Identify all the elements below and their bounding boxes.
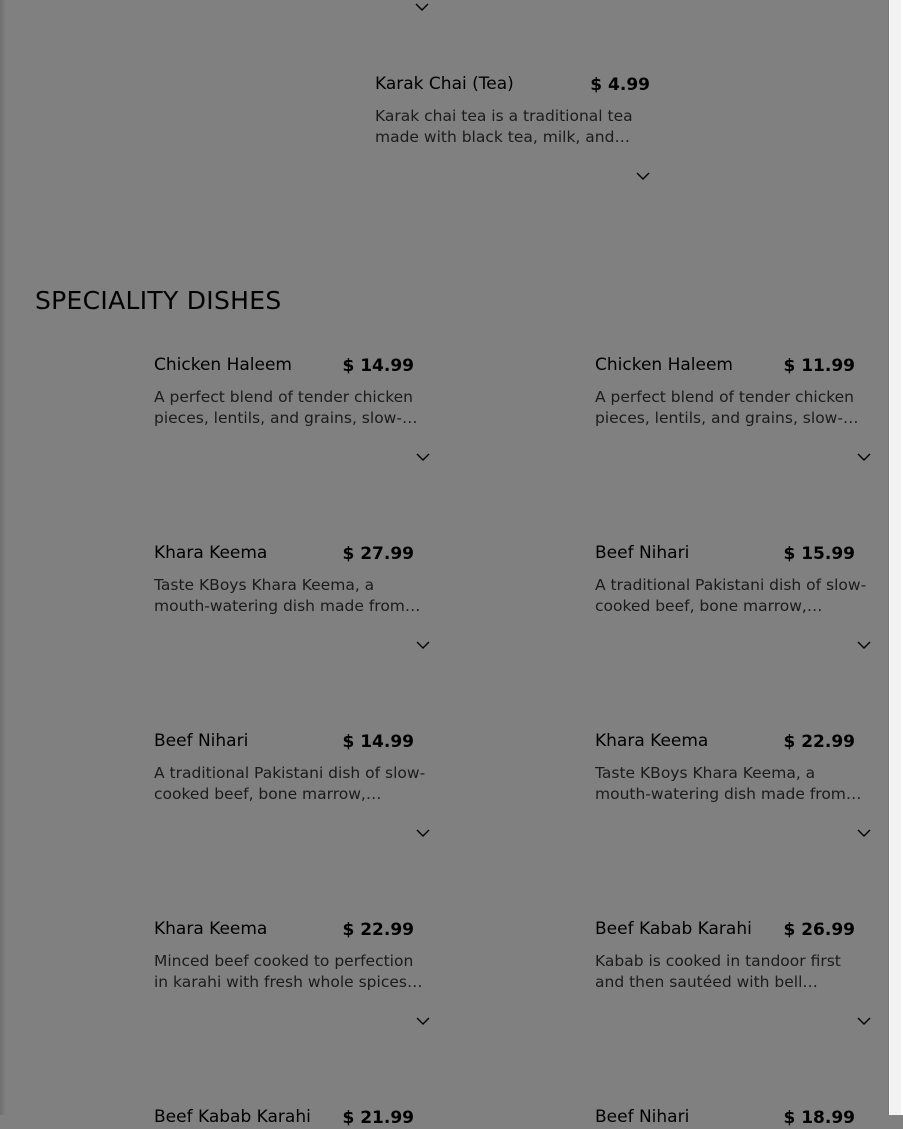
menu-item-card[interactable]	[154, 730, 454, 870]
chevron-down-icon[interactable]	[857, 447, 871, 457]
menu-item-price: $ 14.99	[342, 356, 414, 376]
menu-item-name: Khara Keema	[154, 543, 268, 563]
menu-item-price: $ 22.99	[342, 920, 414, 940]
menu-item-price: $ 14.99	[342, 732, 414, 752]
menu-item-name: Beef Nihari	[595, 1107, 690, 1127]
menu-item-description: Minced beef cooked to perfection in karahi with fresh whole spices…	[154, 952, 423, 991]
chevron-down-icon[interactable]	[857, 635, 871, 645]
chevron-down-icon[interactable]	[857, 823, 871, 833]
menu-item-card[interactable]	[595, 1106, 895, 1128]
menu-item-price: $ 11.99	[783, 356, 855, 376]
menu-item-card[interactable]	[595, 918, 895, 1058]
chevron-down-icon[interactable]	[636, 166, 650, 176]
menu-item-name: Beef Kabab Karahi	[595, 919, 752, 939]
chevron-down-icon[interactable]	[416, 635, 430, 645]
menu-item-name: Chicken Haleem	[595, 355, 733, 375]
chevron-down-icon[interactable]	[416, 1011, 430, 1021]
menu-item-price: $ 22.99	[783, 732, 855, 752]
chevron-down-icon[interactable]	[857, 1011, 871, 1021]
menu-item-price: $ 26.99	[783, 920, 855, 940]
menu-item-description: Kabab is cooked in tandoor first and then sautéed with bell…	[595, 952, 841, 991]
menu-item-card[interactable]	[154, 542, 454, 682]
menu-item-price: $ 4.99	[590, 75, 650, 95]
menu-item-price: $ 21.99	[342, 1108, 414, 1128]
menu-item-card[interactable]	[154, 918, 454, 1058]
menu-item-price: $ 27.99	[342, 544, 414, 564]
menu-item-description: A perfect blend of tender chicken pieces, lentils, and grains, slow-…	[154, 388, 418, 427]
menu-item-description: Taste KBoys Khara Keema, a mouth-watering dish made from…	[595, 764, 862, 803]
menu-item-name: Beef Nihari	[154, 731, 249, 751]
menu-item-description: A traditional Pakistani dish of slow-cooked beef, bone marrow,…	[154, 764, 426, 803]
menu-item-card[interactable]	[375, 73, 675, 213]
menu-item-card[interactable]	[154, 354, 454, 494]
menu-item-description: A perfect blend of tender chicken pieces, lentils, and grains, slow-…	[595, 388, 859, 427]
menu-item-name: Beef Nihari	[595, 543, 690, 563]
menu-item-description: Taste KBoys Khara Keema, a mouth-watering dish made from…	[154, 576, 421, 615]
menu-item-description: Karak chai tea is a traditional tea made with black tea, milk, and…	[375, 107, 633, 146]
scrollbar-thumb[interactable]	[890, 0, 901, 1115]
menu-item-price: $ 15.99	[783, 544, 855, 564]
chevron-down-icon[interactable]	[415, 0, 429, 7]
page-left-edge-shadow	[0, 0, 6, 1115]
menu-item-card[interactable]	[595, 542, 895, 682]
menu-item-price: $ 18.99	[783, 1108, 855, 1128]
menu-item-name: Chicken Haleem	[154, 355, 292, 375]
menu-item-card[interactable]	[595, 730, 895, 870]
menu-item-card[interactable]	[595, 354, 895, 494]
menu-item-name: Beef Kabab Karahi	[154, 1107, 311, 1127]
section-title: SPECIALITY DISHES	[35, 286, 282, 315]
chevron-down-icon[interactable]	[416, 447, 430, 457]
menu-item-card[interactable]	[154, 1106, 454, 1128]
chevron-down-icon[interactable]	[416, 823, 430, 833]
menu-item-description: A traditional Pakistani dish of slow-cooked beef, bone marrow,…	[595, 576, 867, 615]
menu-item-name: Karak Chai (Tea)	[375, 74, 514, 94]
menu-item-name: Khara Keema	[595, 731, 709, 751]
menu-item-name: Khara Keema	[154, 919, 268, 939]
